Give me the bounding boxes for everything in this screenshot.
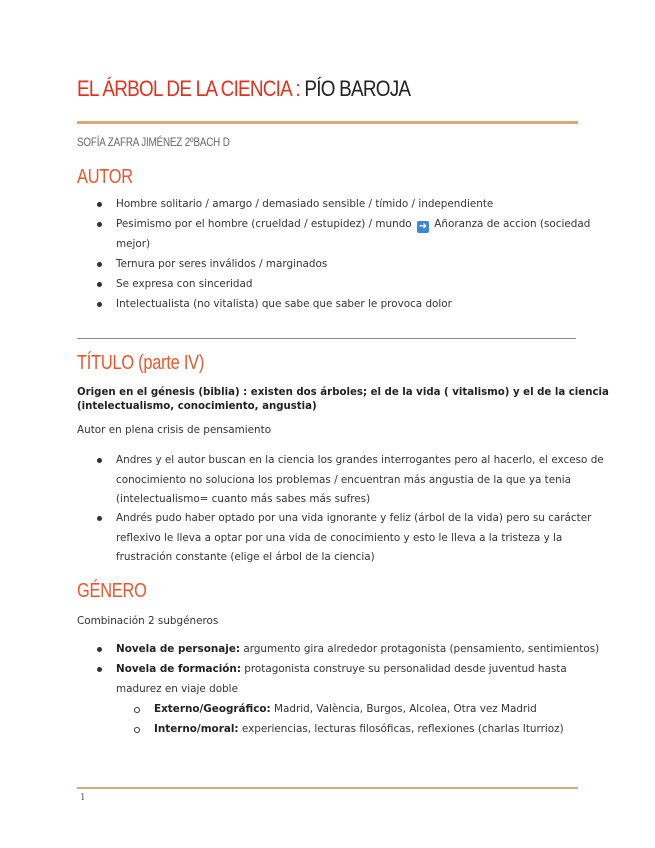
- origin-paragraph-line1: Origen en el génesis (biblia) : existen dos árboles; el de la vida ( vitalismo) y el de la ciencia: [77, 387, 609, 398]
- list-item: Ternura por seres inválidos / marginados: [0, 255, 590, 275]
- title-rule: [77, 121, 578, 124]
- genero-intro: Combinación 2 subgéneros: [77, 615, 219, 627]
- genero-list: [0, 640, 599, 740]
- list-item: Novela de formación: protagonista construye su personalidad desde juventud hasta madurez en viaje doble: [0, 660, 599, 700]
- crisis-paragraph: Autor en plena crisis de pensamiento: [77, 424, 272, 436]
- right-arrow-icon: ➜: [418, 221, 428, 232]
- footer-rule: [77, 787, 578, 789]
- list-item: Novela de personaje: argumento gira alrededor protagonista (pensamiento, sentimientos): [0, 640, 599, 660]
- bullet-icon: [97, 667, 102, 672]
- list-item: Intelectualista (no vitalista) que sabe que saber le provoca dolor: [0, 295, 590, 315]
- document-title: [77, 76, 410, 102]
- bullet-icon: [97, 222, 102, 227]
- hollow-bullet-icon: [134, 727, 140, 733]
- list-item: Se expresa con sinceridad: [0, 275, 590, 295]
- list-item: Andrés pudo haber optado por una vida ignorante y feliz (árbol de la vida) pero su carácter reflexivo le lleva a optar por una vida de conocimiento y esto le lleva a la tristeza y la frustración constante (elige el árbol de la ciencia): [0, 509, 604, 567]
- document-title-red: EL ÁRBOL DE LA CIENCIA :: [77, 76, 305, 101]
- sub-list-item: Interno/moral: experiencias, lecturas filosóficas, reflexiones (charlas Iturrioz): [0, 720, 599, 740]
- heading-autor: AUTOR: [77, 166, 133, 188]
- bullet-icon: [97, 302, 102, 307]
- document-title-dark: PÍO BAROJA: [304, 76, 411, 101]
- bullet-icon: [97, 282, 102, 287]
- bullet-icon: [97, 458, 102, 463]
- bullet-icon: [97, 262, 102, 267]
- heading-genero: GÉNERO: [77, 580, 147, 602]
- section-divider: [77, 338, 576, 339]
- autor-list: [0, 195, 590, 315]
- bullet-icon: [97, 647, 102, 652]
- list-item: Hombre solitario / amargo / demasiado sensible / tímido / independiente: [0, 195, 590, 215]
- author-line: SOFÍA ZAFRA JIMÉNEZ 2ºBACH D: [77, 135, 230, 149]
- hollow-bullet-icon: [134, 707, 140, 713]
- page-number: 1: [80, 792, 86, 803]
- sub-list-item: Externo/Geográfico: Madrid, València, Burgos, Alcolea, Otra vez Madrid: [0, 700, 599, 720]
- bullet-icon: [97, 202, 102, 207]
- list-item: Pesimismo por el hombre (crueldad / estupidez) / mundo ➜ Añoranza de accion (sociedad mejor): [0, 215, 590, 255]
- titulo-list: [0, 451, 604, 567]
- origin-paragraph-line2: (intelectualismo, conocimiento, angustia): [77, 401, 317, 412]
- bullet-icon: [97, 516, 102, 521]
- heading-titulo: TÍTULO (parte IV): [77, 352, 205, 374]
- list-item: Andres y el autor buscan en la ciencia los grandes interrogantes pero al hacerlo, el exceso de conocimiento no soluciona los problemas / encuentran más angustia de la que ya tenia (intelectualismo= cuanto más sabes más sufres): [0, 451, 604, 509]
